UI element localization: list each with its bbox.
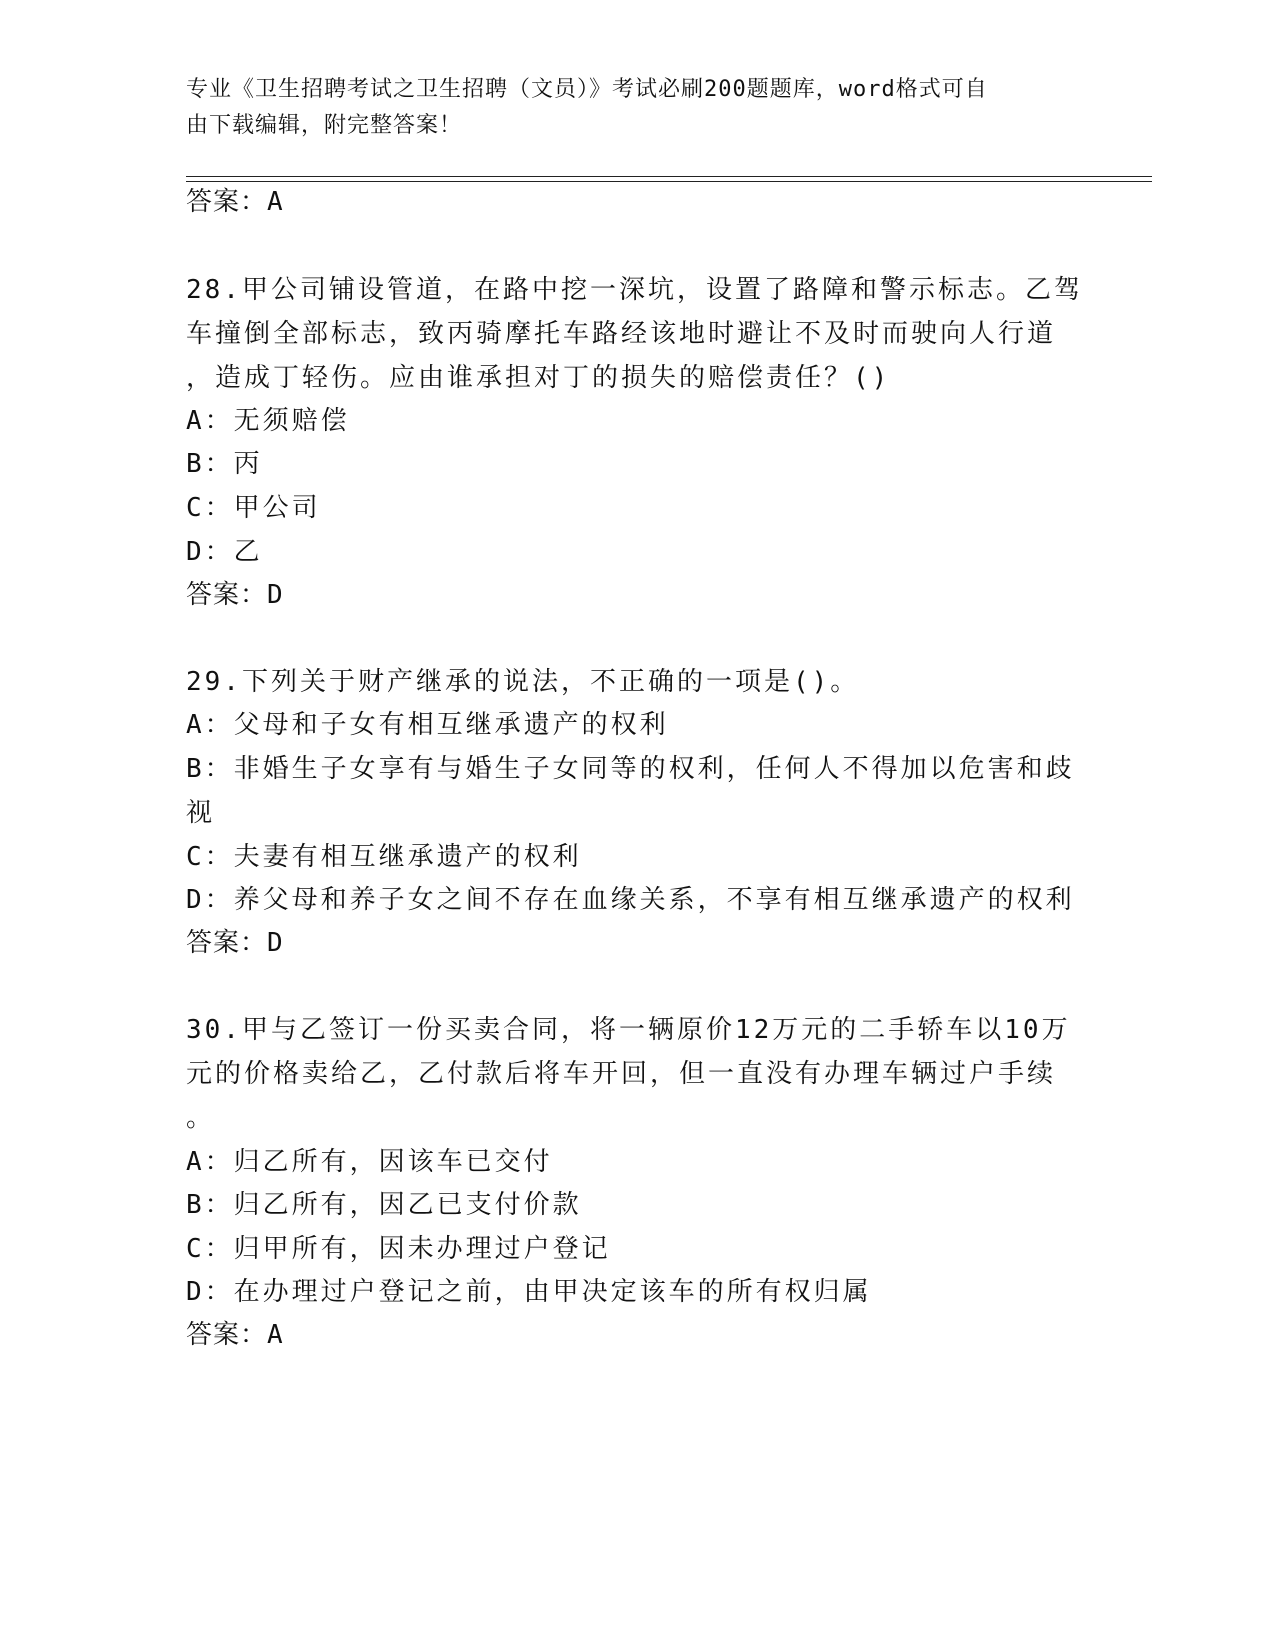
question-29-option-d: D：养父母和养子女之间不存在血缘关系，不享有相互继承遗产的权利 — [186, 885, 1075, 915]
answer-label: 答案： — [186, 580, 268, 610]
page-header: 专业《卫生招聘考试之卫生招聘（文员）》考试必刷200题题库，word格式可自 由下载编辑，附完整答案！ — [186, 77, 988, 138]
answer-value: A — [267, 1320, 284, 1350]
question-30-stem-line-2: 元的价格卖给乙，乙付款后将车开回，但一直没有办理车辆过户手续 — [186, 1059, 1057, 1089]
question-28-option-b: B：丙 — [186, 449, 263, 479]
answer-label: 答案： — [186, 187, 268, 217]
question-28-option-c: C：甲公司 — [186, 493, 321, 523]
question-28-stem-line-1: 28.甲公司铺设管道，在路中挖一深坑，设置了路障和警示标志。乙驾 — [186, 275, 1083, 305]
previous-answer — [186, 180, 1066, 224]
answer-value: A — [267, 187, 284, 217]
question-30-option-d: D：在办理过户登记之前，由甲决定该车的所有权归属 — [186, 1277, 872, 1307]
answer-label: 答案： — [186, 1320, 268, 1350]
question-28-answer — [186, 573, 1066, 617]
question-29-stem-line-1: 29.下列关于财产继承的说法，不正确的一项是()。 — [186, 667, 860, 697]
question-29-option-b-line-2: 视 — [186, 798, 216, 828]
answer-value: D — [267, 580, 284, 610]
question-28-option-d: D：乙 — [186, 537, 263, 567]
question-30-option-c: C：归甲所有，因未办理过户登记 — [186, 1234, 611, 1264]
header-divider-top — [186, 176, 1152, 177]
answer-label: 答案： — [186, 928, 268, 958]
question-30-option-b: B：归乙所有，因乙已支付价款 — [186, 1190, 582, 1220]
question-29-option-c: C：夫妻有相互继承遗产的权利 — [186, 842, 582, 872]
question-30-answer — [186, 1313, 1066, 1357]
question-30-option-a: A：归乙所有，因该车已交付 — [186, 1147, 553, 1177]
question-28-option-a: A：无须赔偿 — [186, 406, 350, 436]
question-29-option-b-line-1: B：非婚生子女享有与婚生子女同等的权利，任何人不得加以危害和歧 — [186, 754, 1075, 784]
question-30-stem-line-3: 。 — [186, 1103, 216, 1133]
question-28-stem-line-2: 车撞倒全部标志，致丙骑摩托车路经该地时避让不及时而驶向人行道 — [186, 319, 1057, 349]
question-29-option-a: A：父母和子女有相互继承遗产的权利 — [186, 710, 669, 740]
answer-value: D — [267, 928, 284, 958]
question-29-answer — [186, 921, 1066, 965]
question-28-stem-line-3: ，造成丁轻伤。应由谁承担对丁的损失的赔偿责任？() — [186, 363, 891, 393]
question-30-stem-line-1: 30.甲与乙签订一份买卖合同，将一辆原价12万元的二手轿车以10万 — [186, 1015, 1071, 1045]
